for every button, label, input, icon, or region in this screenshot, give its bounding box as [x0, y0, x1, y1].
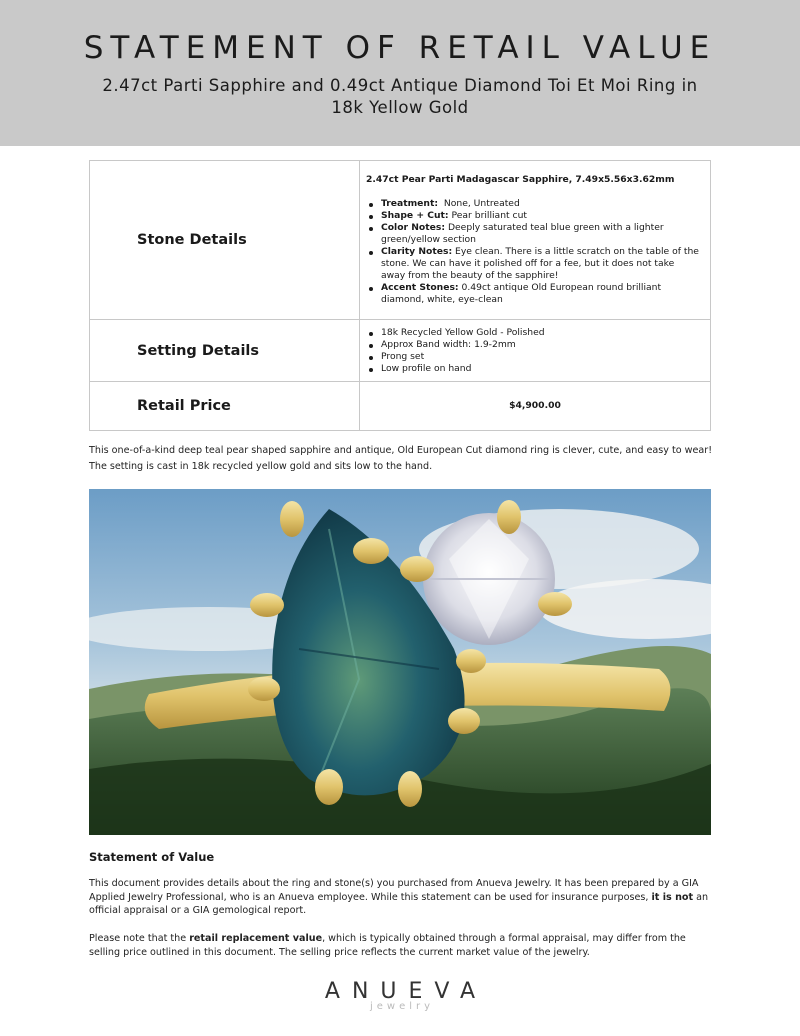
list-item — [366, 222, 700, 246]
statement-text: Please note that the — [89, 933, 190, 944]
retail-price-value: $4,900.00 — [360, 382, 711, 431]
list-item-term: Shape + Cut: — [381, 210, 449, 221]
statement-emphasis: it is not — [651, 891, 694, 903]
list-item-term: Accent Stones: — [381, 282, 459, 293]
setting-details-row — [90, 320, 711, 382]
retail-price-label: Retail Price — [90, 382, 360, 431]
ring-photo — [89, 489, 711, 835]
statement-text: , which is typically obtained through a formal appraisal, may differ from the selling price outlined in this document. The selling price reflects the current market value of the jewelry. — [89, 933, 686, 958]
list-item — [366, 210, 700, 222]
list-item-term: Color Notes: — [381, 222, 446, 233]
list-item: Approx Band width: 1.9-2mm — [366, 339, 700, 351]
ring-illustration — [89, 489, 711, 835]
list-item: Prong set — [366, 351, 700, 363]
stone-heading: 2.47ct Pear Parti Madagascar Sapphire, 7.49x5.56x3.62mm — [366, 174, 675, 185]
setting-details-content — [360, 320, 711, 382]
intro-paragraph: This one-of-a-kind deep teal pear shaped sapphire and antique, Old European Cut diamond ring is clever, cute, and easy to wear! The setting is cast in 18k recycled yellow gold and sits low to the hand. — [89, 445, 713, 472]
retail-price-row — [90, 382, 711, 431]
statement-text: This document provides details about the ring and stone(s) you purchased from Anueva Jewelry. It has been prepared by a GIA Applied Jewelry Professional, who is an Anueva employee. While this statement can be used for insurance purposes, — [89, 878, 699, 903]
statement-text: an official appraisal or a GIA gemological report. — [89, 891, 709, 916]
logo-subtitle: jewelry — [369, 1001, 435, 1012]
statement-emphasis: retail replacement value — [189, 933, 323, 944]
document-subtitle: 2.47ct Parti Sapphire and 0.49ct Antique Diamond Toi Et Moi Ring in 18k Yellow Gold — [102, 76, 698, 117]
list-item: 18k Recycled Yellow Gold - Polished — [366, 327, 700, 339]
list-item-term: Treatment: — [381, 198, 439, 209]
header-banner — [0, 0, 800, 146]
stone-details-label: Stone Details — [90, 161, 360, 320]
details-table — [89, 160, 711, 431]
list-item — [366, 282, 700, 306]
stone-details-row — [90, 161, 711, 320]
logo-brand: ANUEVA — [324, 979, 488, 1004]
list-item-text: 0.49ct antique Old European round brilliant diamond, white, eye-clean — [381, 282, 662, 305]
list-item — [366, 246, 700, 282]
document-title: STATEMENT OF RETAIL VALUE — [83, 30, 717, 66]
list-item: Low profile on hand — [366, 363, 700, 375]
statement-heading: Statement of Value — [89, 850, 215, 864]
setting-details-label: Setting Details — [90, 320, 360, 382]
list-item-text: Pear brilliant cut — [451, 210, 528, 221]
stone-details-list — [366, 198, 700, 306]
setting-details-list — [366, 327, 700, 375]
brand-logo — [0, 979, 800, 1012]
statement-paragraph-1 — [89, 877, 714, 918]
statement-paragraph-2 — [89, 932, 714, 959]
stone-details-content — [360, 161, 711, 320]
list-item-text: Eye clean. There is a little scratch on the table of the stone. We can have it polished off for a fee, but it does not take away from the beauty of the sapphire! — [381, 246, 699, 281]
list-item-text: None, Untreated — [443, 198, 520, 209]
list-item — [366, 198, 700, 210]
list-item-term: Clarity Notes: — [381, 246, 453, 257]
list-item-text: Deeply saturated teal blue green with a lighter green/yellow section — [381, 222, 664, 245]
